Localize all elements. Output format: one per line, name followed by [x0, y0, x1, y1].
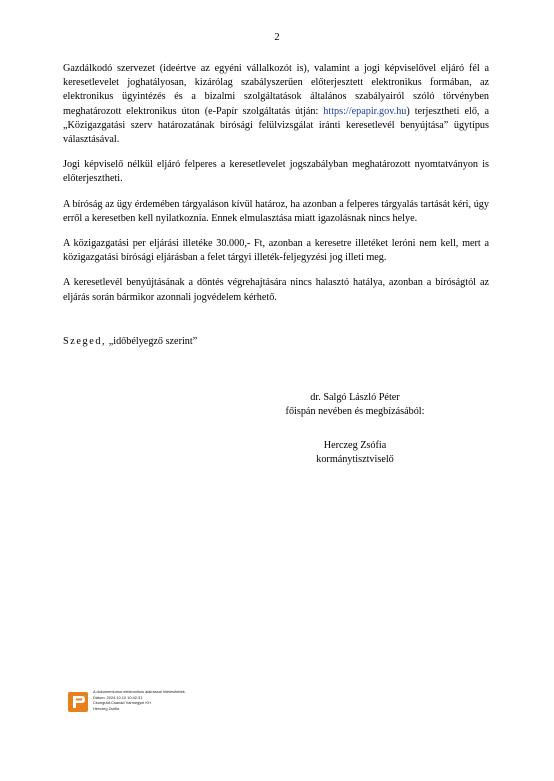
- signature-block-prefect: [260, 391, 450, 419]
- signer-name: dr. Salgó László Péter: [310, 392, 400, 403]
- stamp-line: A dokumentumot elektronikus aláírással hitelesítették.: [93, 689, 186, 694]
- paragraph-fee: A közigazgatási per eljárási illetéke 30.000,- Ft, azonban a keresetre illetéket leróni nem kell, mert a közigazgatási bírósági eljárásban a felet tárgyi illeték-feljegyzési jog illeti meg.: [63, 238, 489, 264]
- stamp-line: Csongrád-Csanád Vármegyei KH: [93, 700, 151, 706]
- place-and-date: [63, 336, 197, 347]
- paragraph-text: ) terjesztheti elő, a „Közigazgatási szerv határozatának bírósági felülvizsgálat iránti keresetlevél benyújtása” ügytípus választásával.: [63, 105, 489, 146]
- signature-logo-icon: [67, 691, 89, 713]
- stamp-line: Herczeg Zsófia: [93, 705, 120, 711]
- place: Szeged,: [63, 336, 107, 347]
- paragraph-text: Gazdálkodó szervezet (ideértve az egyéni vállalkozót is), valamint a jogi képviselővel eljáró fél a keresetlevelet joghatályosan, kizárólag szabályszerűen előterjesztett elektronikus formában, az elektronikus ügyintézés és a bizalmi szolgáltatások általános szabályairól szóló törvényben meghatározott elektronikus úton (e-Papír szolgáltatás útján:: [63, 63, 489, 117]
- electronic-signature-stamp: [67, 689, 227, 721]
- stamp-line: Dátum: 2024.10.10 10:42:31: [93, 694, 143, 700]
- signer-name: Herczeg Zsófia: [323, 440, 387, 451]
- signer-role: kormánytisztviselő: [316, 454, 394, 465]
- paragraph-suspensive-effect: A keresetlevél benyújtásának a döntés végrehajtására nincs halasztó hatálya, azonban a bíróságtól az eljárás során bármikor azonnali jogvédelem kérhető.: [63, 277, 489, 303]
- paragraph-electronic-submission: [63, 62, 489, 147]
- epapir-link[interactable]: https://epapir.gov.hu: [323, 105, 407, 117]
- stamp-text: [93, 689, 186, 711]
- date: „időbélyegző szerint”: [108, 336, 198, 347]
- signature-block-official: [260, 439, 450, 467]
- signer-role: főispán nevében és megbízásából:: [285, 406, 425, 417]
- document-body: [63, 62, 489, 305]
- paragraph-form-submission: Jogi képviselő nélkül eljáró felperes a keresetlevelet jogszabályban meghatározott nyomtatványon is előterjesztheti.: [63, 159, 489, 185]
- page-number: 2: [274, 32, 280, 43]
- paragraph-hearing: A bíróság az ügy érdemében tárgyaláson kívül határoz, ha azonban a felperes tárgyalás tartását kéri, úgy erről a keresetben kell nyilatkoznia. Ennek elmulasztása miatt igazolásnak nincs helye.: [63, 198, 489, 224]
